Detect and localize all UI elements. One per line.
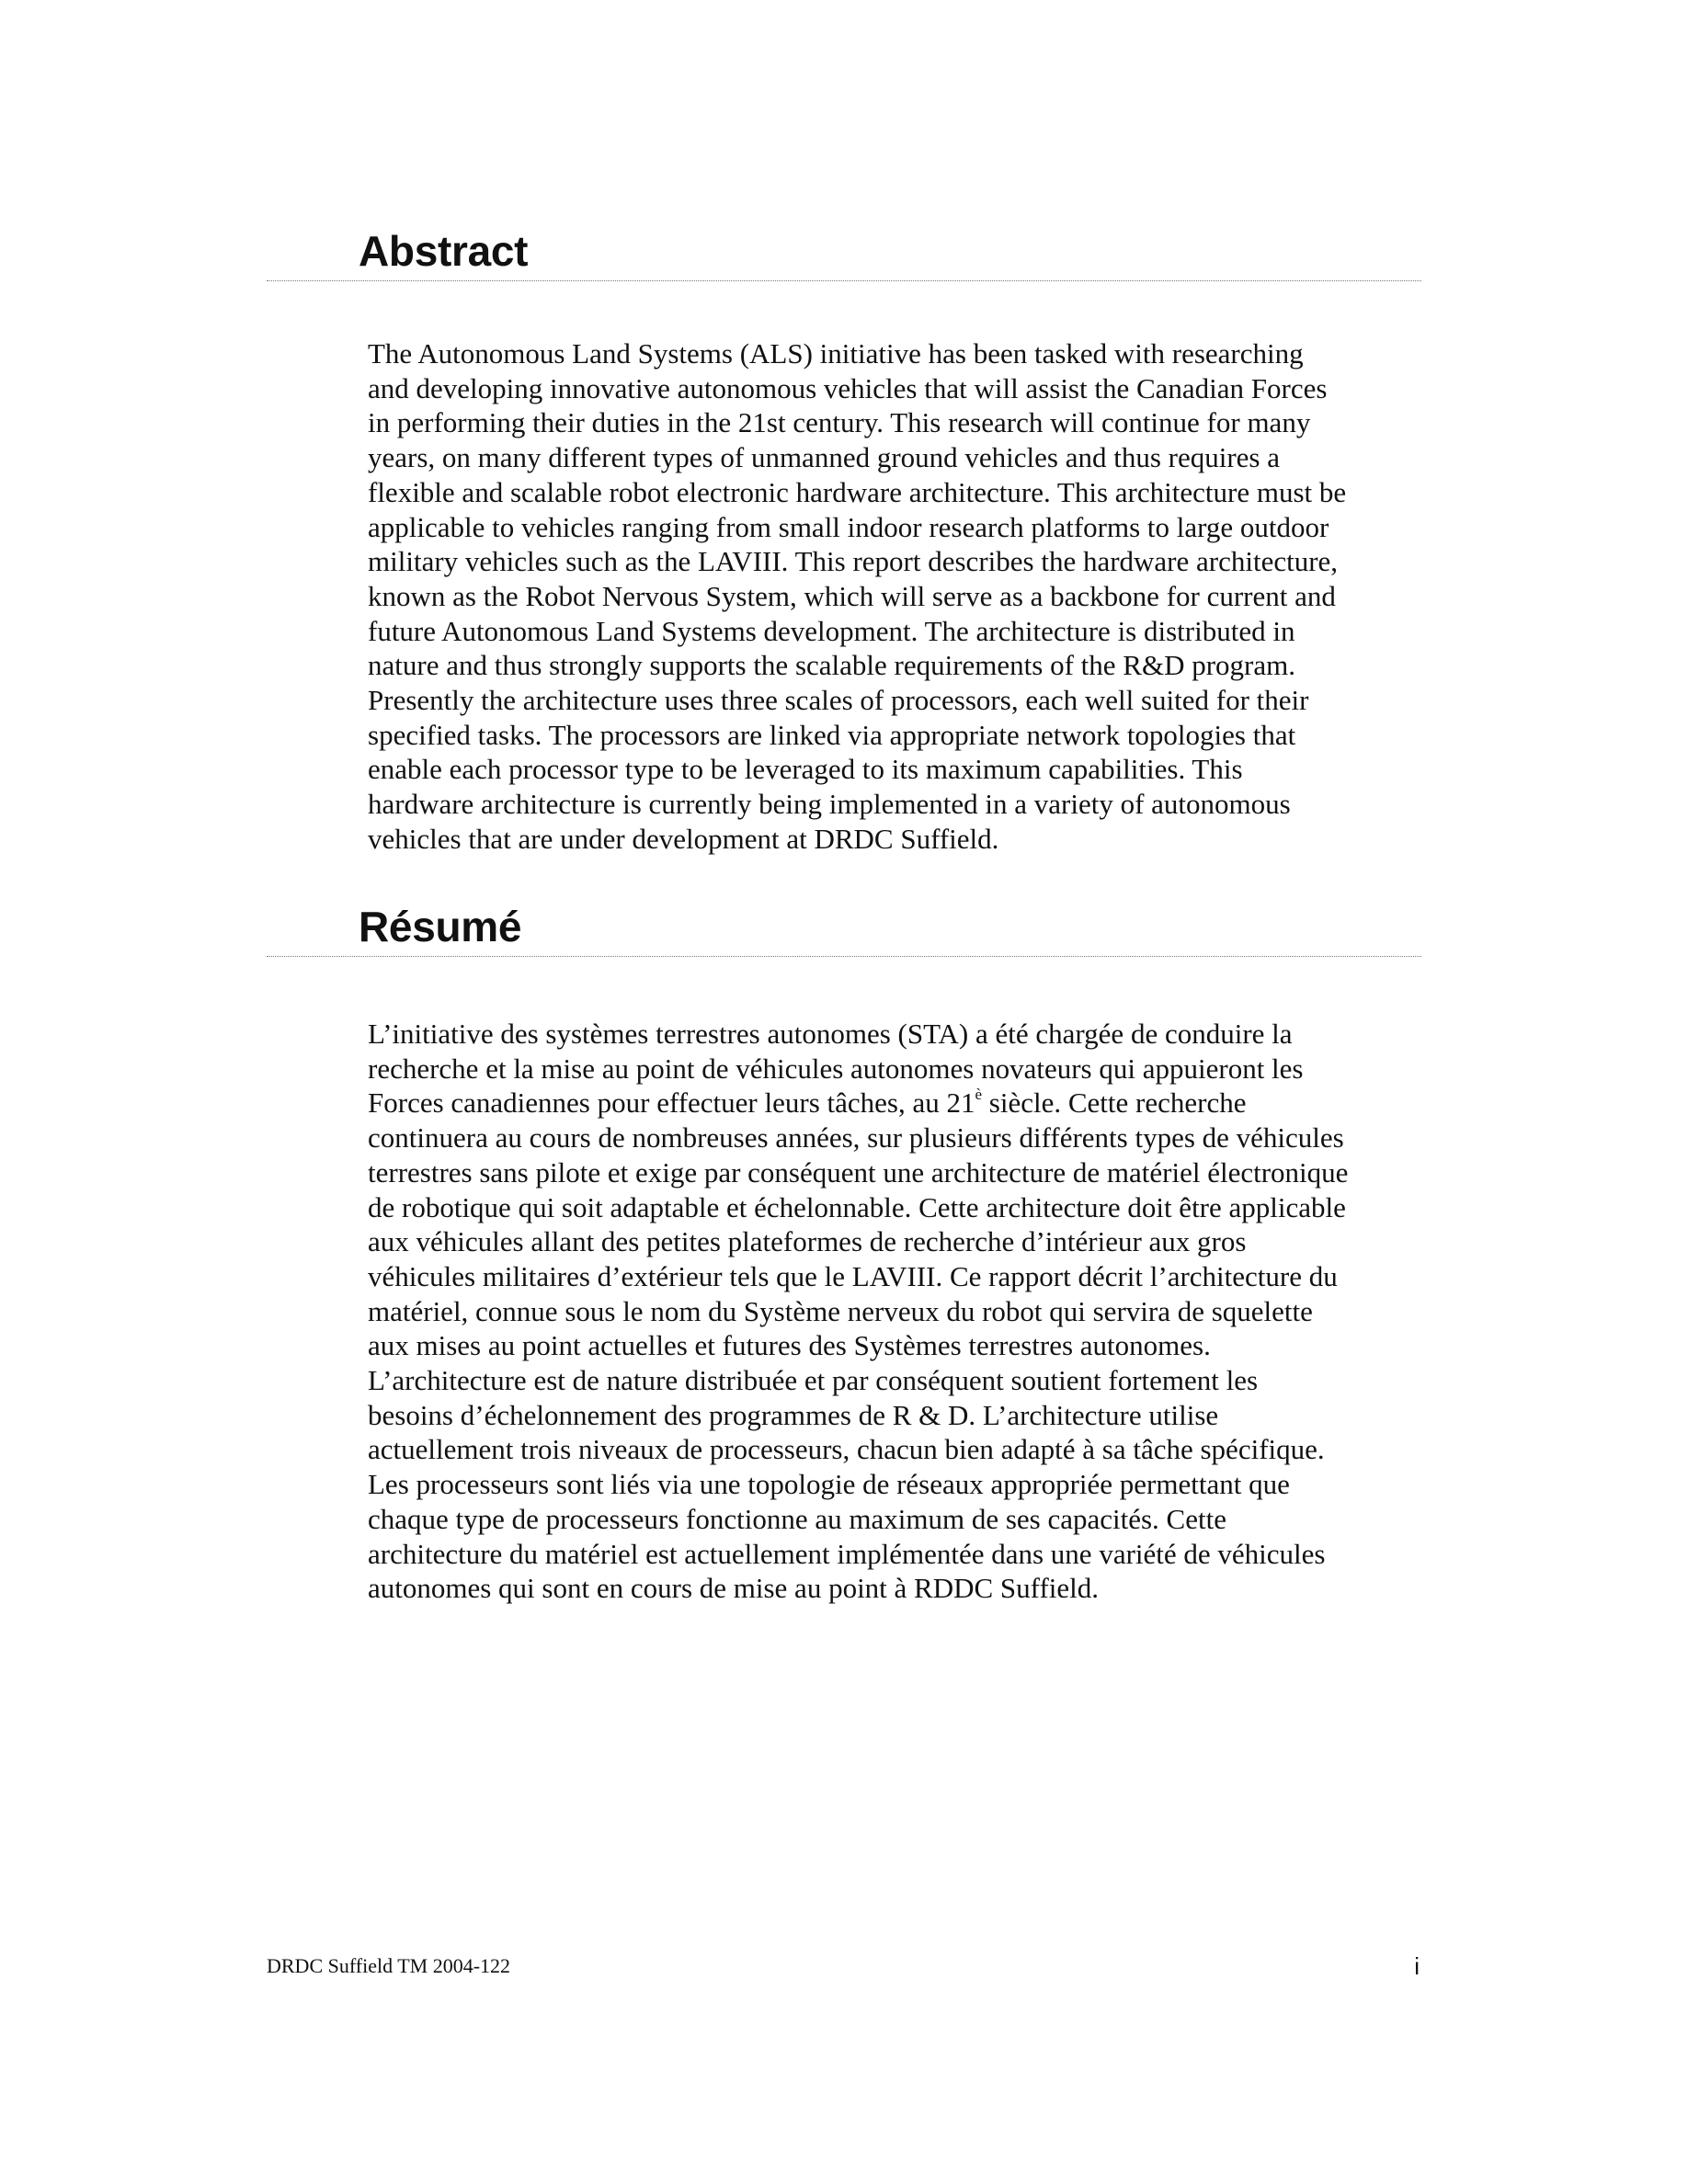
resume-body (368, 1017, 1416, 1606)
resume-heading: Résumé (359, 903, 522, 950)
abstract-body: The Autonomous Land Systems (ALS) initiative has been tasked with researching and developing innovative autonomous vehicles that will assist the Canadian Forces in performing their duties in the 21st century. This research will continue for many years, on many different types of unmanned ground vehicles and thus requires a flexible and scalable robot electronic hardware architecture. This architecture must be applicable to vehicles ranging from small indoor research platforms to large outdoor military vehicles such as the LAVIII. This report describes the hardware architecture, known as the Robot Nervous System, which will serve as a backbone for current and future Autonomous Land Systems development. The architecture is distributed in nature and thus strongly supports the scalable requirements of the R&D program. Presently the architecture uses three scales of processors, each well suited for their specified tasks. The processors are linked via appropriate network topologies that enable each processor type to be leveraged to its maximum capabilities. This hardware architecture is currently being implemented in a variety of autonomous vehicles that are under development at DRDC Suffield. (368, 337, 1347, 855)
century-superscript: è (975, 1086, 983, 1104)
footer-page-number: i (1414, 1952, 1420, 1980)
resume-body-part-1: L’initiative des systèmes terrestres autonomes (STA) a été chargée de conduire la recherche et la mise au point de véhicules autonomes novateurs qui appuieront les Forces canadiennes pour effectuer leurs tâches, au 21 (368, 1018, 1304, 1120)
resume-divider (267, 956, 1421, 957)
abstract-heading: Abstract (359, 227, 529, 275)
resume-body-part-2: siècle. Cette recherche continuera au cours de nombreuses années, sur plusieurs différents types de véhicules terrestres sans pilote et exige par conséquent une architecture de matériel électronique de robotique qui soit adaptable et échelonnable. Cette architecture doit être applicable aux véhicules allant des petites plateformes de recherche d’intérieur aux gros véhicules militaires d’extérieur tels que le LAVIII. Ce rapport décrit l’architecture du matériel, connue sous le nom du Système nerveux du robot qui servira de squelette aux mises au point actuelles et futures des Systèmes terrestres autonomes. L’architecture est de nature distribuée et par conséquent soutient fortement les besoins d’échelonnement des programmes de R & D. L’architecture utilise actuellement trois niveaux de processeurs, chacun bien adapté à sa tâche spécifique. Les processeurs sont liés via une topologie de réseaux appropriée permettant que chaque type de processeurs fonctionne au maximum de ses capacités. Cette architecture du matériel est actuellement implémentée dans une variété de véhicules autonomes qui sont en cours de mise au point à RDDC Suffield. (368, 1086, 1349, 1605)
footer-document-id: DRDC Suffield TM 2004-122 (267, 1954, 511, 1977)
abstract-divider (267, 280, 1421, 281)
